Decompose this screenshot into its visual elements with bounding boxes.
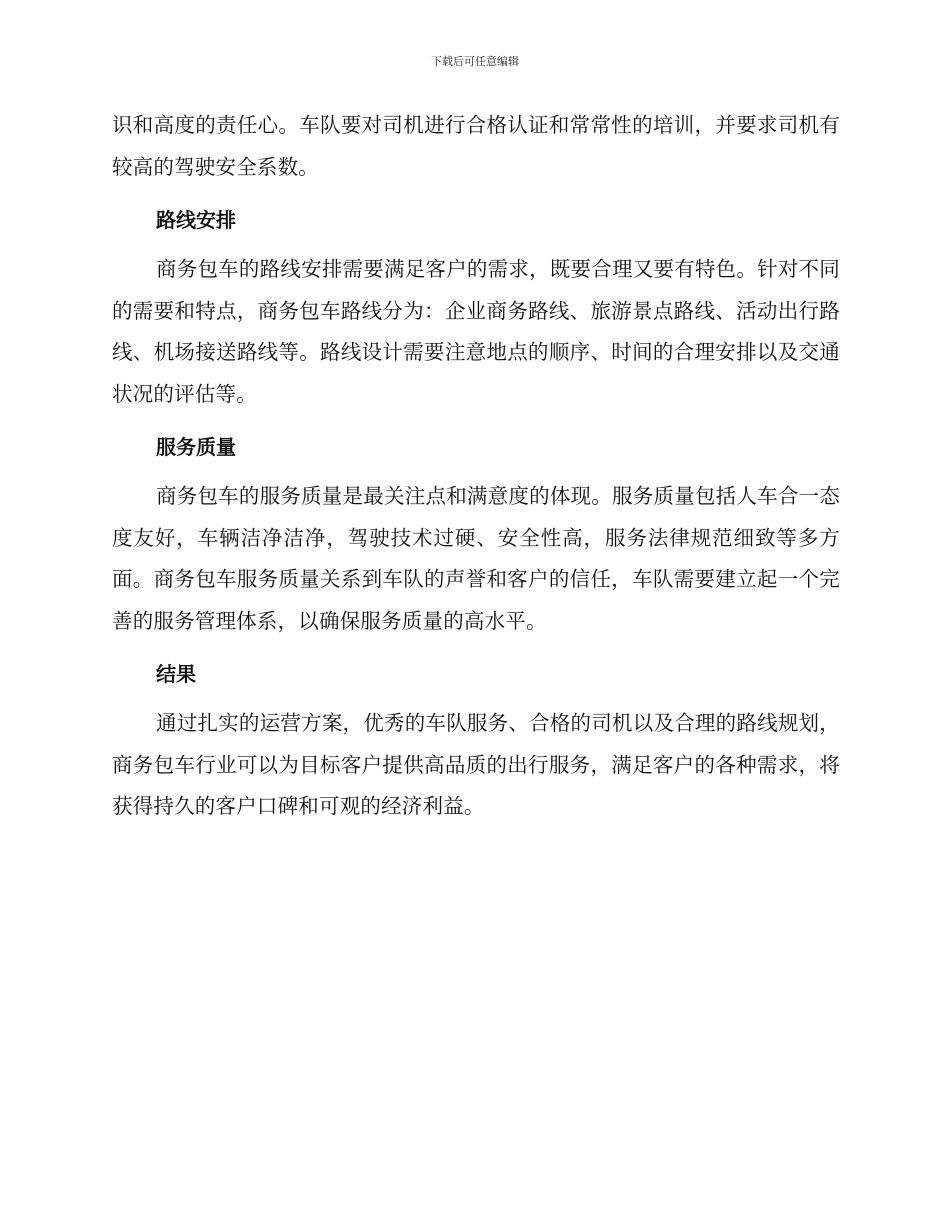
- document-body: [112, 105, 840, 828]
- intro-paragraph: 识和高度的责任心。车队要对司机进行合格认证和常常性的培训，并要求司机有较高的驾驶安全系数。: [112, 113, 840, 179]
- quality-paragraph: 商务包车的服务质量是最关注点和满意度的体现。服务质量包括人车合一态度友好，车辆洁净洁净，驾驶技术过硬、安全性高，服务法律规范细致等多方面。商务包车服务质量关系到车队的声誉和客户的信任，车队需要建立起一个完善的服务管理体系，以确保服务质量的高水平。: [112, 484, 840, 633]
- route-heading: 路线安排: [156, 208, 236, 232]
- quality-heading: 服务质量: [156, 435, 236, 459]
- page-header: 下载后可任意编辑: [431, 55, 519, 68]
- result-paragraph: 通过扎实的运营方案，优秀的车队服务、合格的司机以及合理的路线规划，商务包车行业可以为目标客户提供高品质的出行服务，满足客户的各种需求，将获得持久的客户口碑和可观的经济利益。: [112, 711, 840, 818]
- route-paragraph: 商务包车的路线安排需要满足客户的需求，既要合理又要有特色。针对不同的需要和特点，商务包车路线分为：企业商务路线、旅游景点路线、活动出行路线、机场接送路线等。路线设计需要注意地点的顺序、时间的合理安排以及交通状况的评估等。: [112, 257, 840, 406]
- result-heading: 结果: [156, 662, 196, 686]
